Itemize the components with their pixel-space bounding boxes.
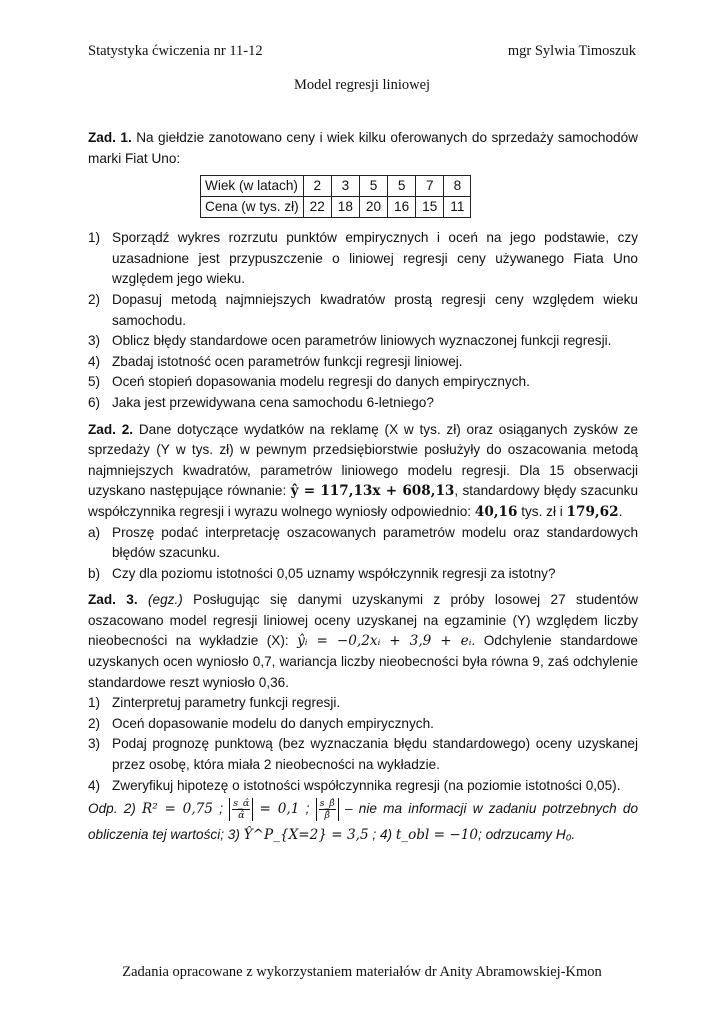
task2-label: Zad. 2.: [88, 421, 134, 437]
table-cell: 15: [416, 197, 444, 218]
list-text: Dopasuj metodą najmniejszych kwadratów prostą regresji ceny względem wieku samochodu.: [112, 291, 638, 328]
table-cell: 7: [416, 176, 444, 197]
list-text: Sporządź wykres rozrzutu punktów empirycznych i oceń na jego podstawie, czy uzasadnione jest przypuszczenie o liniowej regresji ceny używanego Fiata Uno względem jego wieku.: [112, 230, 638, 287]
task3-paragraph: [88, 590, 638, 693]
table-row: [201, 176, 471, 197]
list-item: [88, 372, 638, 393]
list-text: Zinterpretuj parametry funkcji regresji.: [112, 695, 341, 711]
task3-answer: [88, 796, 638, 848]
list-item: [88, 564, 638, 585]
list-number: 2): [88, 715, 101, 731]
answer-separator: ;: [219, 801, 223, 817]
list-item: [88, 331, 638, 352]
list-number: 4): [88, 777, 101, 793]
list-text: Proszę podać interpretację oszacowanych parametrów modelu oraz standardowych błędów szacunku.: [112, 524, 638, 561]
answer-r2: R² = 0,75: [142, 801, 213, 818]
table-cell: 2: [303, 176, 331, 197]
task3-text: Posługując się danymi uzyskanymi z próby losowej 27 studentów oszacowano model regresji liniowej oceny uzyskanej na egzaminie (Y) względem liczby nieobecności na wykładzie (X):: [88, 592, 639, 649]
list-item: [88, 290, 638, 331]
task3-list: [88, 693, 638, 796]
list-item: [88, 714, 638, 735]
task2-text: , standardowy błędy szacunku współczynnika regresji i wyrazu wolnego wyniosły odpowiednio:: [88, 483, 639, 519]
task1-list: [88, 228, 638, 413]
list-item: [88, 693, 638, 714]
list-number: 2): [88, 291, 101, 307]
table-cell: 8: [444, 176, 471, 197]
task3-tag: (egz.): [148, 592, 183, 608]
frac-numerator: s_α̂: [233, 798, 250, 810]
list-number: b): [88, 565, 101, 581]
list-item: [88, 228, 638, 290]
frac-denominator: β̂: [324, 810, 330, 822]
task2-list: [88, 523, 638, 585]
table-cell: 16: [388, 197, 416, 218]
table-row-header: Wiek (w latach): [201, 176, 304, 197]
task3-text: . Odchylenie standardowe uzyskanych ocen wyniosło 0,7, wariancja liczby nieobecności była równa 9, zaś odchylenie standardowe reszt wyniosło 0,36.: [88, 633, 638, 690]
frac-denominator: α̂: [238, 810, 245, 822]
list-text: Oceń dopasowanie modelu do danych empirycznych.: [112, 715, 434, 731]
table-cell: 3: [331, 176, 359, 197]
task2-text: tys. zł i: [521, 503, 563, 519]
table-cell: 5: [388, 176, 416, 197]
answer-conclusion: ; odrzucamy H₀.: [478, 827, 576, 843]
list-text: Oceń stopień dopasowania modelu regresji do danych empirycznych.: [112, 374, 530, 390]
table-cell: 18: [331, 197, 359, 218]
task1-intro-text: Na giełdzie zanotowano ceny i wiek kilku oferowanych do sprzedaży samochodów marki Fiat Uno:: [88, 130, 638, 166]
list-text: Zweryfikuj hipotezę o istotności współczynnika regresji (na poziomie istotności 0,05).: [112, 777, 621, 793]
answer-abs-beta: [316, 798, 339, 821]
answer-frac-alpha: [232, 798, 250, 821]
list-item: [88, 393, 638, 414]
list-number: 1): [88, 230, 101, 246]
task2-text: .: [618, 503, 623, 519]
task2-se-intercept: 179,62: [566, 503, 619, 520]
table-cell: 5: [359, 176, 387, 197]
list-number: a): [88, 524, 101, 540]
list-item: [88, 776, 638, 797]
list-item: [88, 523, 638, 564]
list-number: 3): [88, 333, 101, 349]
header-left: Statystyka ćwiczenia nr 11-12: [88, 43, 263, 59]
list-text: Zbadaj istotność ocen parametrów funkcji regresji liniowej.: [112, 353, 463, 369]
task2-se-slope: 40,16: [474, 503, 518, 520]
list-item: [88, 734, 638, 775]
list-text: Czy dla poziomu istotności 0,05 uznamy współczynnik regresji za istotny?: [112, 565, 556, 581]
table-row: [201, 197, 471, 218]
answer-part4: ; 4): [372, 827, 393, 843]
frac-numerator: s_β̂: [319, 798, 335, 810]
answer-forecast: Ŷ^P_{X=2} = 3,5: [243, 827, 369, 844]
header-right: mgr Sylwia Timoszuk: [507, 43, 636, 59]
task3-label: Zad. 3.: [88, 592, 138, 608]
list-text: Podaj prognozę punktową (bez wyznaczania błędu standardowego) oceny uzyskanej przez osobę, która miała 2 nieobecności na wykładzie.: [112, 736, 638, 773]
document-body: [88, 128, 638, 848]
list-number: 1): [88, 695, 101, 711]
table-cell: 22: [303, 197, 331, 218]
answer-part3: 3): [227, 827, 240, 843]
page-title: Model regresji liniowej: [293, 77, 431, 93]
answer-abs-alpha: [229, 798, 253, 821]
task1-label: Zad. 1.: [88, 130, 132, 145]
list-number: 3): [88, 736, 101, 752]
answer-t-stat: t_obl = −10: [395, 827, 479, 844]
table-cell: 11: [444, 197, 471, 218]
task2-paragraph: [88, 420, 638, 523]
answer-note: – nie ma informacji w zadaniu potrzebnych do obliczenia tej wartości;: [88, 801, 639, 843]
answer-prefix: Odp. 2): [88, 801, 136, 817]
table-row-header: Cena (w tys. zł): [201, 197, 304, 218]
answer-separator: ;: [305, 801, 310, 817]
task2-equation: ŷ = 117,13x + 608,13: [290, 483, 455, 500]
answer-frac-beta: [319, 798, 336, 821]
table-cell: 20: [359, 197, 387, 218]
list-text: Jaka jest przewidywana cena samochodu 6-letniego?: [112, 394, 434, 410]
task2-text: Dane dotyczące wydatków na reklamę (X w tys. zł) oraz osiąganych zysków ze sprzedaży (Y w tys. zł) w pewnym przedsiębiorstwie posłużyły do oszacowania metodą najmniejszych kwadratów, parametrów liniowego modelu regresji. Dla 15 obserwacji uzyskano następujące równanie:: [88, 421, 639, 499]
list-item: [88, 352, 638, 373]
data-table: [200, 175, 471, 218]
task1-intro: [88, 128, 638, 169]
answer-value-alpha: = 0,1: [259, 801, 300, 818]
task3-equation: ŷᵢ = −0,2xᵢ + 3,9 + eᵢ: [297, 633, 472, 650]
list-number: 6): [88, 394, 101, 410]
list-number: 5): [88, 374, 101, 390]
page-footer: Zadania opracowane z wykorzystaniem materiałów dr Anity Abramowskiej-Kmon: [122, 964, 602, 980]
list-number: 4): [88, 353, 101, 369]
list-text: Oblicz błędy standardowe ocen parametrów liniowych wyznaczonej funkcji regresji.: [112, 333, 612, 349]
